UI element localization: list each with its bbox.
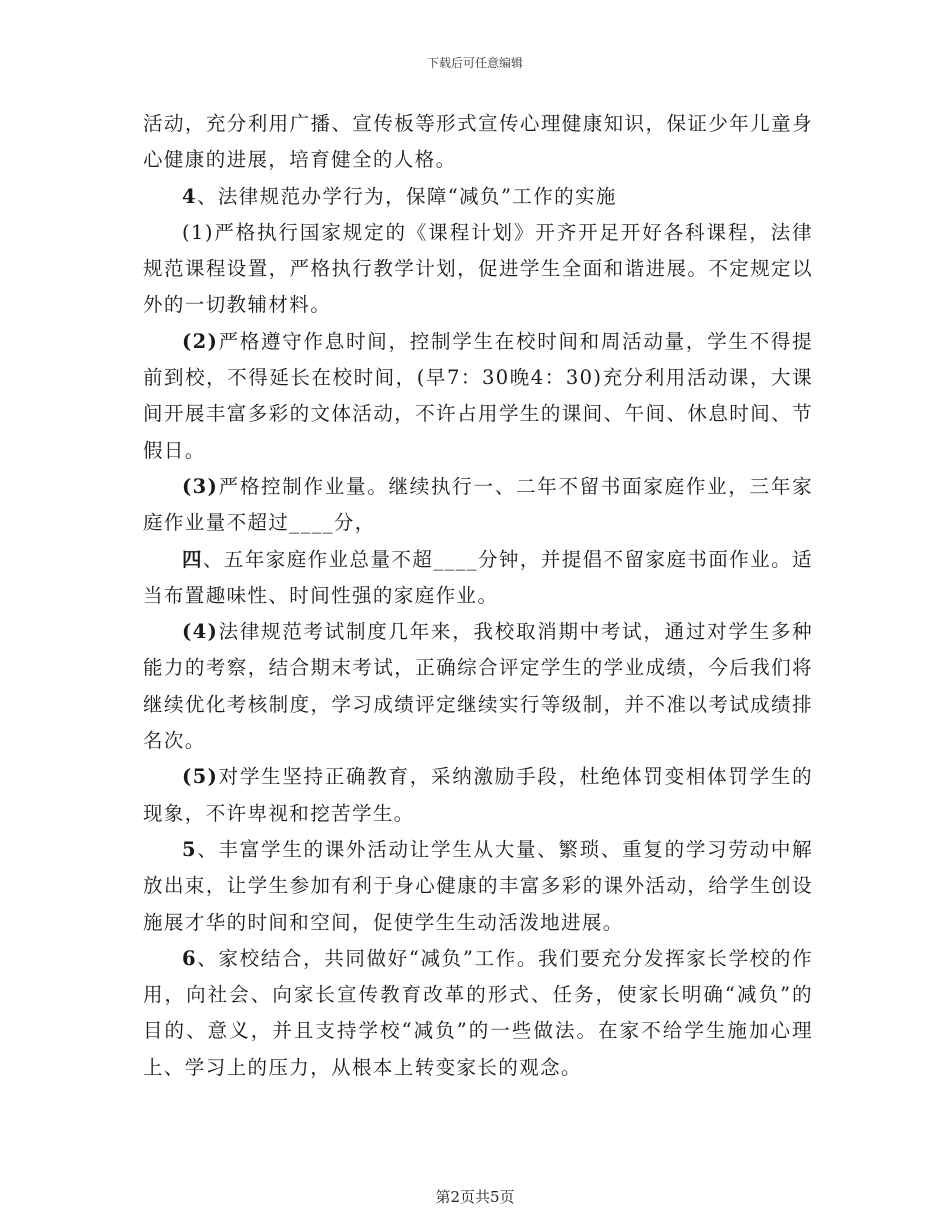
paragraph-8-lead: (5) bbox=[182, 765, 219, 789]
paragraph-2-lead: 4 bbox=[182, 184, 197, 208]
paragraph-2 bbox=[143, 179, 813, 215]
paragraph-4-lead: (2) bbox=[182, 329, 219, 353]
paragraph-9-text: 、丰富学生的课外活动让学生从大量、繁琐、重复的学习劳动中解放出束，让学生参加有利于身心健康的丰富多彩的课外活动，给学生创设施展才华的时间和空间，促使学生生动活泼地进展。 bbox=[143, 837, 813, 934]
paragraph-10-lead: 6 bbox=[182, 946, 197, 970]
paragraph-7-lead: (4) bbox=[182, 620, 219, 644]
page-header: 下载后可任意编辑 bbox=[426, 56, 523, 70]
paragraph-10-text: 、家校结合，共同做好“减负”工作。我们要充分发挥家长学校的作用，向社会、向家长宣传教育改革的形式、任务，使家长明确“减负”的目的、意义，并且支持学校“减负”的一些做法。在家不给学生施加心理上、学习上的压力，从根本上转变家长的观念。 bbox=[143, 946, 813, 1079]
paragraph-3-text: (1)严格执行国家规定的《课程计划》开齐开足开好各科课程，法律规范课程设置，严格执行教学计划，促进学生全面和谐进展。不定规定以外的一切教辅材料。 bbox=[143, 220, 813, 317]
paragraph-1-text: 活动，充分利用广播、宣传板等形式宣传心理健康知识，保证少年儿童身心健康的进展，培育健全的人格。 bbox=[143, 112, 813, 172]
document-body bbox=[143, 106, 813, 1086]
paragraph-6-lead: 四 bbox=[182, 547, 203, 571]
paragraph-6-text: 、五年家庭作业总量不超____分钟，并提倡不留家庭书面作业。适当布置趣味性、时间性强的家庭作业。 bbox=[143, 547, 813, 607]
paragraph-10 bbox=[143, 941, 813, 1086]
paragraph-3 bbox=[143, 215, 813, 324]
page-footer: 第2页共5页 bbox=[435, 1188, 515, 1206]
paragraph-8 bbox=[143, 759, 813, 832]
paragraph-7 bbox=[143, 614, 813, 759]
paragraph-4 bbox=[143, 324, 813, 469]
paragraph-5-lead: (3) bbox=[182, 474, 219, 498]
paragraph-6 bbox=[143, 542, 813, 615]
paragraph-8-text: 对学生坚持正确教育，采纳激励手段，杜绝体罚变相体罚学生的现象，不许卑视和挖苦学生。 bbox=[143, 765, 813, 825]
paragraph-7-text: 法律规范考试制度几年来，我校取消期中考试，通过对学生多种能力的考察，结合期末考试，正确综合评定学生的学业成绩，今后我们将继续优化考核制度，学习成绩评定继续实行等级制，并不准以考试成绩排名次。 bbox=[143, 620, 813, 753]
paragraph-2-text: 、法律规范办学行为，保障“减负”工作的实施 bbox=[196, 184, 617, 208]
paragraph-1 bbox=[143, 106, 813, 179]
paragraph-5-text: 严格控制作业量。继续执行一、二年不留书面家庭作业，三年家庭作业量不超过____分， bbox=[143, 474, 813, 535]
paragraph-9-lead: 5 bbox=[182, 837, 197, 861]
paragraph-4-text: 严格遵守作息时间，控制学生在校时间和周活动量，学生不得提前到校，不得延长在校时间，(早7：30晚4：30)充分利用活动课，大课间开展丰富多彩的文体活动，不许占用学生的课间、午间、休息时间、节假日。 bbox=[143, 329, 813, 462]
paragraph-5 bbox=[143, 469, 813, 542]
paragraph-9 bbox=[143, 832, 813, 941]
